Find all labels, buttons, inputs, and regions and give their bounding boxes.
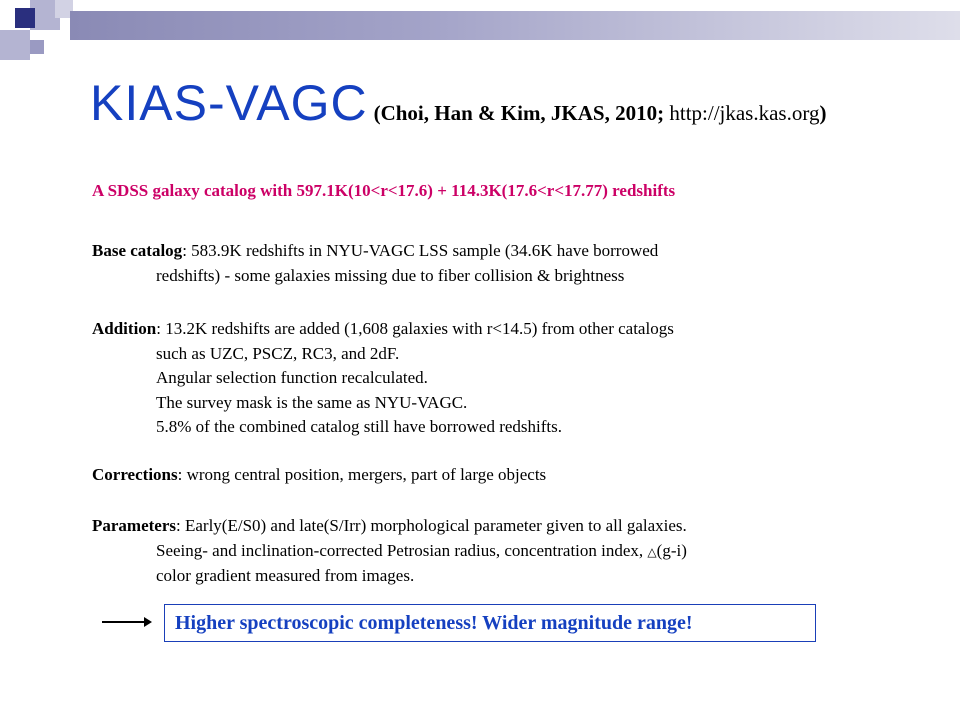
deco-square [0, 30, 30, 60]
header-decoration [0, 0, 960, 60]
citation-url[interactable]: http://jkas.kas.org [669, 101, 820, 125]
title-citation [374, 101, 827, 125]
corrections-label: Corrections [92, 465, 178, 484]
addition-label: Addition [92, 319, 157, 338]
addition-line-1 [92, 317, 674, 342]
slide-title [90, 74, 826, 132]
citation-text: (Choi, Han & Kim, JKAS, 2010; [373, 101, 670, 125]
base-line-2: redshifts) - some galaxies missing due to fiber collision & brightness [156, 265, 625, 285]
addition-paragraph [92, 317, 674, 440]
parameters-paragraph [92, 514, 687, 589]
right-arrow-icon [100, 612, 152, 632]
corrections-text-1: : wrong central position, mergers, part of large objects [177, 465, 547, 484]
catalog-headline: A SDSS galaxy catalog with 597.1K(10<r<17.6) + 114.3K(17.6<r<17.77) redshifts [92, 181, 676, 200]
addition-line-4: The survey mask is the same as NYU-VAGC. [156, 392, 468, 412]
addition-line-3: Angular selection function recalculated. [156, 368, 428, 387]
delta-icon: △ [647, 544, 657, 559]
base-label: Base catalog [92, 241, 183, 260]
parameters-text-2-end: (g-i) [656, 540, 687, 560]
base-line-1 [92, 239, 658, 264]
parameters-line-1 [92, 514, 687, 539]
parameters-line-2 [92, 539, 687, 565]
parameters-label: Parameters [92, 516, 177, 535]
title-main: KIAS-VAGC [90, 75, 368, 131]
parameters-line-3: color gradient measured from images. [156, 566, 415, 585]
header-gradient-bar [70, 11, 960, 40]
addition-line-2: such as UZC, PSCZ, RC3, and 2dF. [156, 343, 400, 363]
deco-square [30, 40, 44, 54]
parameters-text-1: : Early(E/S0) and late(S/Irr) morphological parameter given to all galaxies. [176, 516, 687, 535]
corrections-paragraph [92, 463, 546, 488]
addition-text-1: : 13.2K redshifts are added (1,608 galaxies with r<14.5) from other catalogs [156, 319, 674, 338]
base-catalog-paragraph [92, 239, 658, 288]
deco-square [15, 8, 35, 28]
citation-close: ) [819, 101, 827, 125]
addition-line-5: 5.8% of the combined catalog still have borrowed redshifts. [156, 417, 562, 436]
corrections-line-1 [92, 463, 546, 488]
parameters-text-2: Seeing- and inclination-corrected Petrosian radius, concentration index, [156, 540, 648, 560]
base-text-1: : 583.9K redshifts in NYU-VAGC LSS sample (34.6K have borrowed [182, 241, 659, 260]
completeness-callout: Higher spectroscopic completeness! Wider magnitude range! [164, 604, 816, 642]
